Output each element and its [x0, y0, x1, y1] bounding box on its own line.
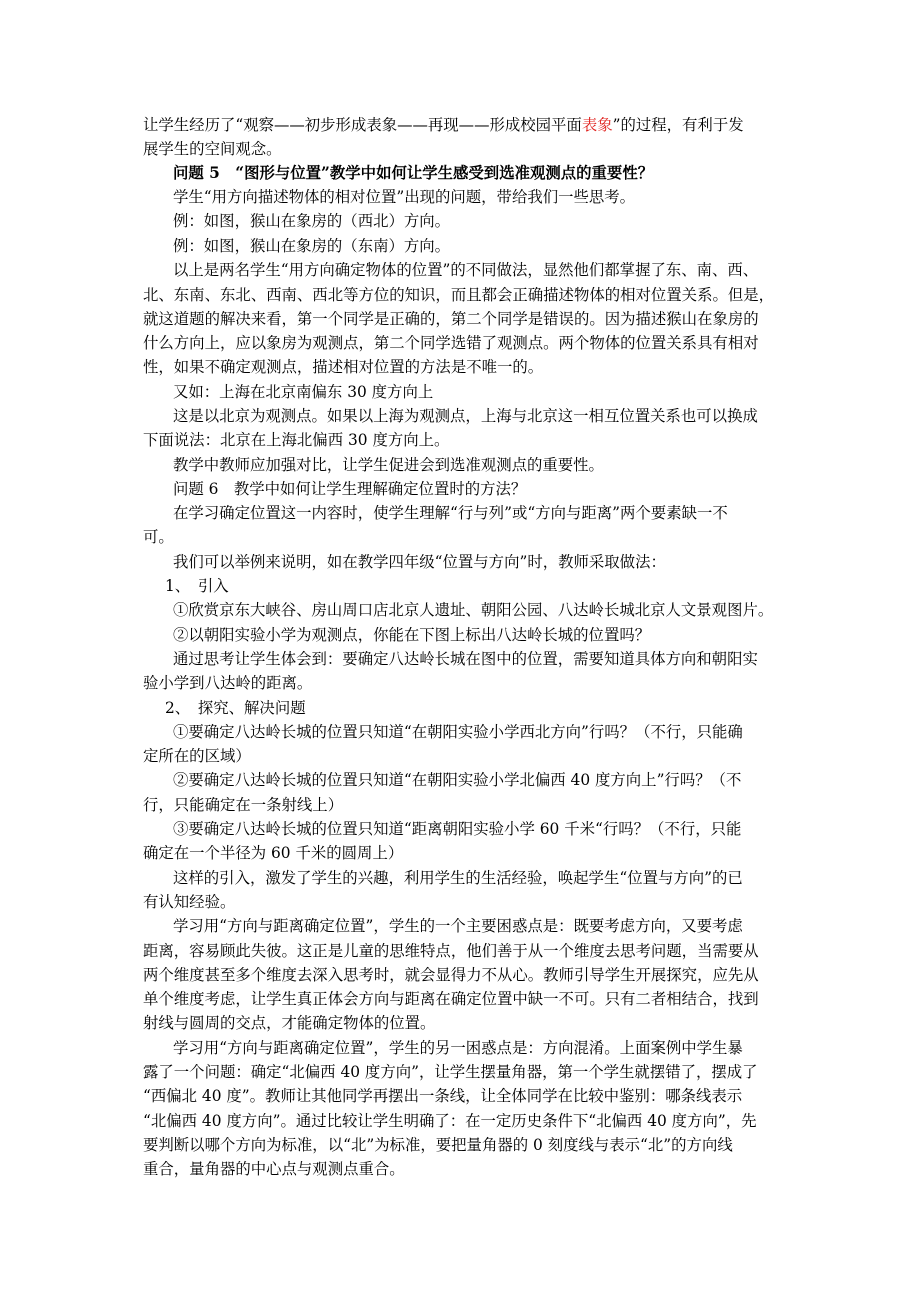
paragraph-line: “西偏北 40 度”。教师让其他同学再摆出一条线，让全体同学在比较中鉴别：哪条线表示 [143, 1087, 743, 1105]
paragraph-line: 定所在的区域） [143, 747, 251, 765]
paragraph-line: 学习用“方向与距离确定位置”，学生的一个主要困惑点是：既要考虑方向，又要考虑 [173, 917, 743, 935]
paragraph-line: ①要确定八达岭长城的位置只知道“在朝阳实验小学西北方向”行吗？（不行，只能确 [173, 723, 743, 741]
paragraph-line: 例：如图，猴山在象房的（东南）方向。 [173, 237, 451, 255]
paragraph-line: 下面说法：北京在上海北偏西 30 度方向上。 [143, 431, 450, 449]
paragraph-line: 确定在一个半径为 60 千米的圆周上） [143, 844, 404, 862]
paragraph-line: 在学习确定位置这一内容时，使学生理解“行与列”或“方向与距离”两个要素缺一不 [173, 504, 728, 522]
paragraph-line: 学习用“方向与距离确定位置”，学生的另一困惑点是：方向混淆。上面案例中学生暴 [173, 1039, 743, 1057]
paragraph-line: 这样的引入，激发了学生的兴趣，利用学生的生活经验，唤起学生“位置与方向”的已 [173, 869, 743, 887]
paragraph-line: 验小学到八达岭的距离。 [143, 674, 313, 692]
list-heading: 2、 探究、解决问题 [165, 699, 306, 717]
paragraph-line: 例：如图，猴山在象房的（西北）方向。 [173, 212, 451, 230]
paragraph-line: 让学生经历了“观察——初步形成表象——再现——形成校园平面表象”的过程，有利于发 [143, 116, 744, 134]
paragraph-line: ③要确定八达岭长城的位置只知道“距离朝阳实验小学 60 千米“行吗？（不行，只能 [173, 820, 742, 838]
paragraph-line: 两个维度甚至多个维度去深入思考时，就会显得力不从心。教师引导学生开展探究，应先从 [143, 966, 759, 984]
paragraph-line: 通过思考让学生体会到：要确定八达岭长城在图中的位置，需要知道具体方向和朝阳实 [173, 650, 758, 668]
question-heading: 问题 6 教学中如何让学生理解确定位置时的方法？ [173, 480, 527, 498]
paragraph-line: 要判断以哪个方向为标准，以“北”为标准，要把量角器的 0 刻度线与表示“北”的方向线 [143, 1136, 733, 1154]
paragraph-line: 以上是两名学生“用方向确定物体的位置”的不同做法，显然他们都掌握了东、南、西、 [173, 261, 759, 279]
paragraph-line: ①欣赏京东大峡谷、房山周口店北京人遗址、朝阳公园、八达岭长城北京人文景观图片。 [173, 601, 774, 619]
paragraph-line: 我们可以举例来说明，如在教学四年级“位置与方向”时，教师采取做法： [173, 553, 666, 571]
paragraph-line: 又如：上海在北京南偏东 30 度方向上 [173, 383, 434, 401]
paragraph-line: 就这道题的解决来看，第一个同学是正确的，第二个同学是错误的。因为描述猴山在象房的 [143, 310, 759, 328]
paragraph-line: 什么方向上，应以象房为观测点，第二个同学选错了观测点。两个物体的位置关系具有相对 [143, 334, 759, 352]
paragraph-line: 可。 [143, 528, 174, 546]
paragraph-line: 展学生的空间观念。 [143, 140, 282, 158]
paragraph-line: 露了一个问题：确定“北偏西 40 度方向”，让学生摆量角器，第一个学生就摆错了，摆成了 [143, 1063, 758, 1081]
paragraph-line: 性，如果不确定观测点，描述相对位置的方法是不唯一的。 [143, 358, 544, 376]
paragraph-line: 北、东南、东北、西南、西北等方位的知识，而且都会正确描述物体的相对位置关系。但是， [143, 286, 775, 304]
paragraph-line: 单个维度考虑，让学生真正体会方向与距离在确定位置中缺一不可。只有二者相结合，找到 [143, 990, 759, 1008]
paragraph-line: 行，只能确定在一条射线上） [143, 796, 344, 814]
paragraph-line: 距离，容易顾此失彼。这正是儿童的思维特点，他们善于从一个维度去思考问题，当需要从 [143, 942, 759, 960]
paragraph-line: “北偏西 40 度方向”。通过比较让学生明确了：在一定历史条件下“北偏西 40 度方向”，先 [143, 1112, 757, 1130]
paragraph-line: 重合，量角器的中心点与观测点重合。 [143, 1160, 405, 1178]
paragraph-line: 教学中教师应加强对比，让学生促进会到选准观测点的重要性。 [173, 456, 604, 474]
paragraph-line: ②以朝阳实验小学为观测点，你能在下图上标出八达岭长城的位置吗？ [173, 626, 651, 644]
paragraph-line: 学生“用方向描述物体的相对位置”出现的问题，带给我们一些思考。 [173, 188, 636, 206]
paragraph-line: 射线与圆周的交点，才能确定物体的位置。 [143, 1014, 436, 1032]
question-heading: 问题 5 “图形与位置”教学中如何让学生感受到选准观测点的重要性？ [173, 164, 654, 182]
paragraph-line: 有认知经验。 [143, 893, 236, 911]
list-heading: 1、 引入 [165, 577, 229, 595]
paragraph-line: ②要确定八达岭长城的位置只知道“在朝阳实验小学北偏西 40 度方向上”行吗？（不 [173, 771, 742, 789]
paragraph-line: 这是以北京为观测点。如果以上海为观测点，上海与北京这一相互位置关系也可以换成 [173, 407, 758, 425]
highlighted-word: 表象 [581, 116, 613, 134]
